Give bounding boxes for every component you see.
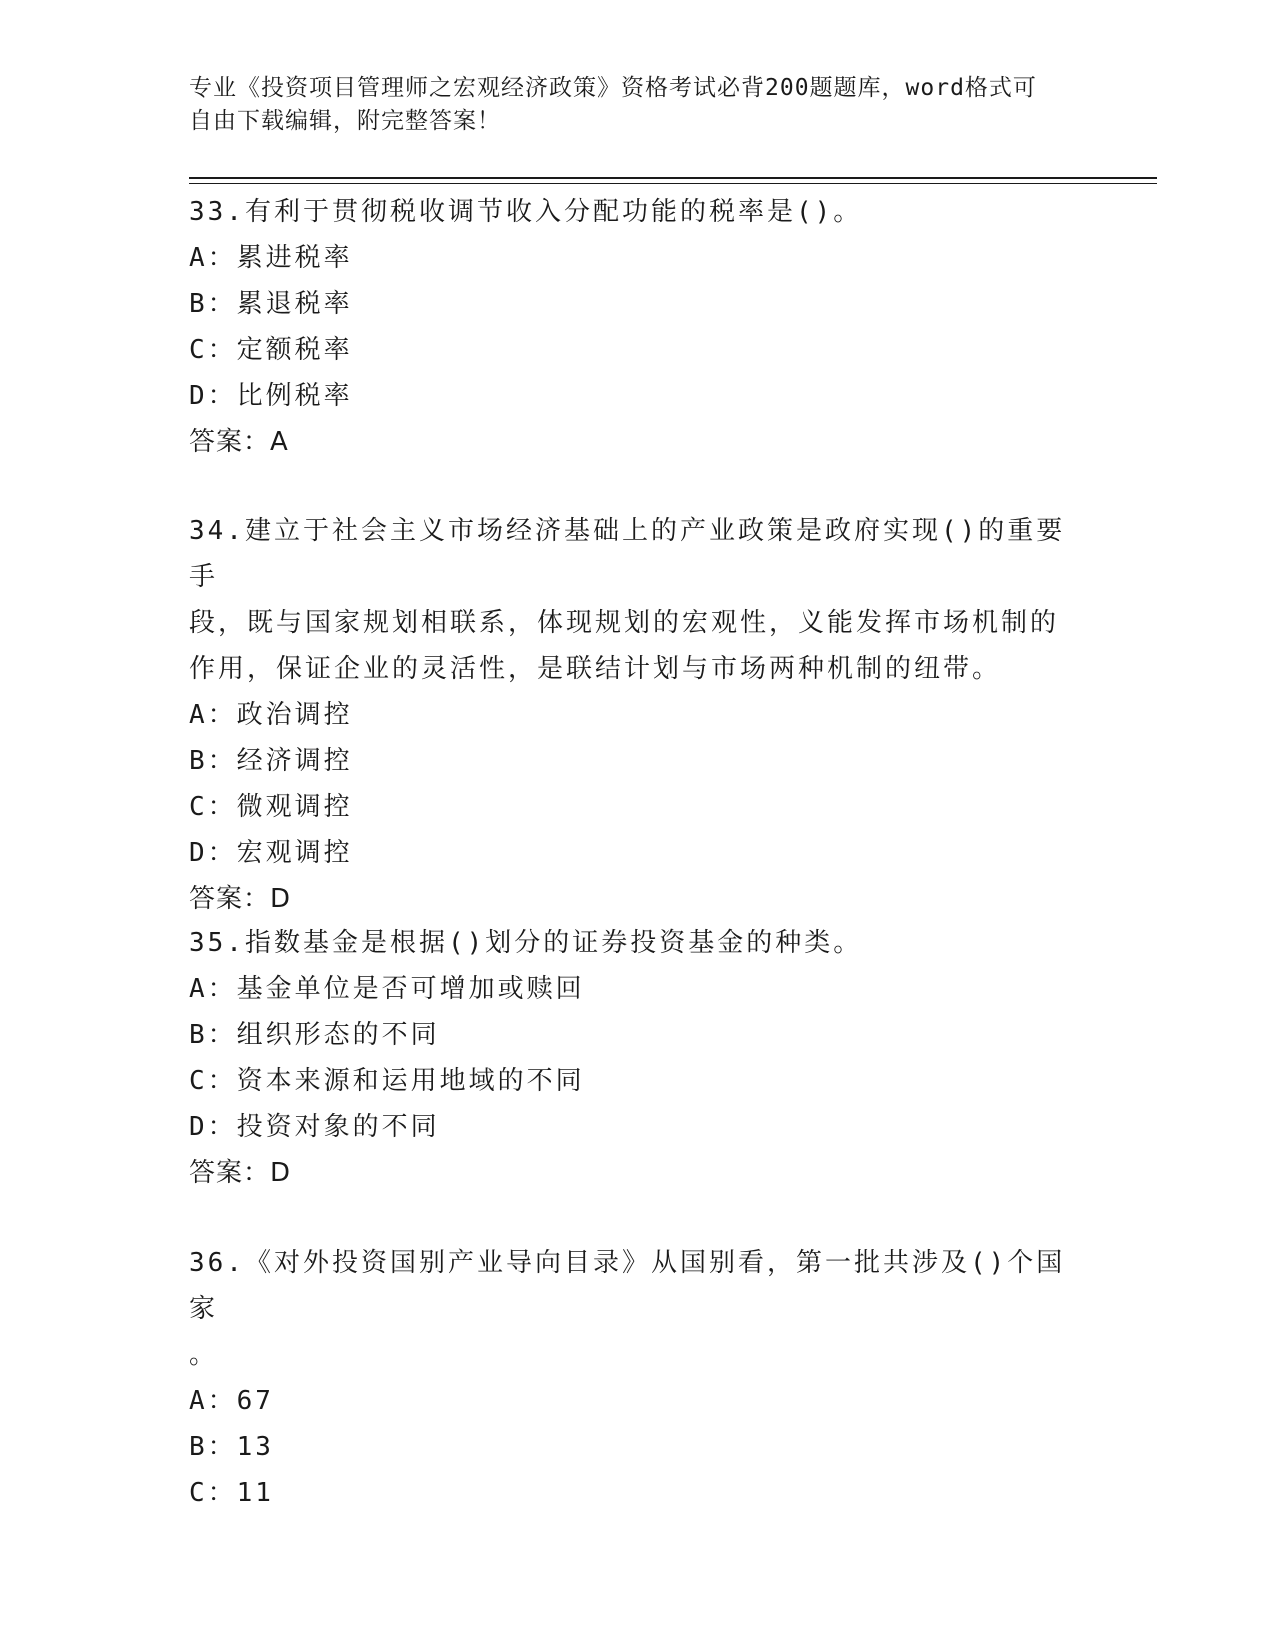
document-header <box>189 72 1089 138</box>
header-line-2: 自由下载编辑，附完整答案！ <box>189 108 501 134</box>
header-divider-thin <box>189 183 1157 184</box>
header-line-1: 专业《投资项目管理师之宏观经济政策》资格考试必背200题题库，word格式可 <box>189 75 1037 101</box>
question-stem-line-3: 作用，保证企业的灵活性，是联结计划与市场两种机制的纽带。 <box>189 654 1002 684</box>
question-stem-line-2: 段，既与国家规划相联系，体现规划的宏观性，义能发挥市场机制的 <box>189 608 1060 638</box>
question-34 <box>189 508 1079 922</box>
option-c: C：资本来源和运用地域的不同 <box>189 1066 585 1096</box>
option-c: C：定额税率 <box>189 335 353 365</box>
option-b: B：组织形态的不同 <box>189 1020 440 1050</box>
option-d: D：比例税率 <box>189 381 353 411</box>
option-b: B：经济调控 <box>189 746 353 776</box>
question-stem-line-1: 34.建立于社会主义市场经济基础上的产业政策是政府实现()的重要手 <box>189 516 1066 592</box>
answer-line: 答案：D <box>189 884 292 914</box>
option-a: A：累进税率 <box>189 243 353 273</box>
option-a: A：基金单位是否可增加或赎回 <box>189 974 585 1004</box>
question-stem-line-2: 。 <box>189 1340 219 1370</box>
question-35 <box>189 920 1079 1196</box>
question-stem: 35.指数基金是根据()划分的证券投资基金的种类。 <box>189 928 863 958</box>
question-stem-line-1: 36.《对外投资国别产业导向目录》从国别看，第一批共涉及()个国家 <box>189 1248 1066 1324</box>
option-d: D：投资对象的不同 <box>189 1112 440 1142</box>
option-d: D：宏观调控 <box>189 838 353 868</box>
option-b: B：13 <box>189 1432 274 1462</box>
header-divider-thick <box>189 177 1157 179</box>
option-a: A：政治调控 <box>189 700 353 730</box>
option-c: C：11 <box>189 1478 274 1508</box>
question-36 <box>189 1240 1079 1516</box>
option-c: C：微观调控 <box>189 792 353 822</box>
option-b: B：累退税率 <box>189 289 353 319</box>
question-33 <box>189 189 1079 465</box>
option-a: A：67 <box>189 1386 274 1416</box>
answer-line: 答案：A <box>189 427 289 457</box>
question-stem: 33.有利于贯彻税收调节收入分配功能的税率是()。 <box>189 197 863 227</box>
answer-line: 答案：D <box>189 1158 292 1188</box>
